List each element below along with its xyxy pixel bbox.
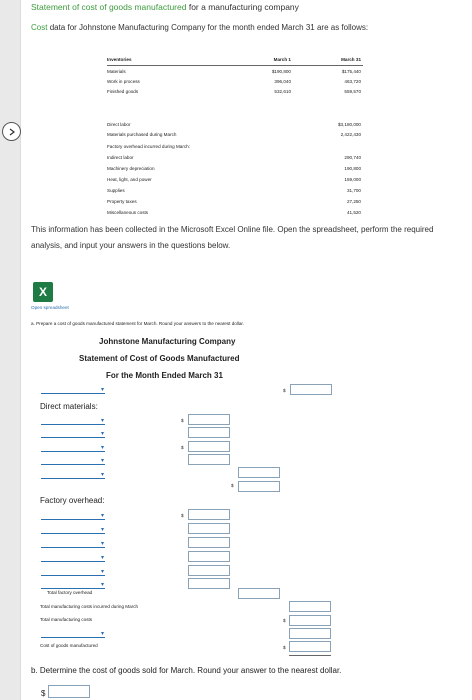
cost-row-label: Property taxes — [107, 199, 137, 204]
inv-row-march31: 559,570 — [344, 89, 361, 94]
dollar-sign: $ — [181, 513, 184, 518]
dm-dropdown-3[interactable] — [41, 443, 105, 452]
dm-dropdown-2[interactable] — [41, 429, 105, 438]
dm-subtotal-input[interactable] — [238, 481, 280, 492]
expand-arrow-icon[interactable] — [2, 122, 21, 141]
cost-goods-manufactured-label: Cost of goods manufactured — [40, 643, 98, 648]
dm-dropdown-1[interactable] — [41, 416, 105, 425]
inv-row-label: Finished goods — [107, 89, 139, 94]
statement-company: Johnstone Manufacturing Company — [99, 337, 236, 346]
less-wip-dropdown[interactable] — [41, 629, 105, 638]
total-mfg-costs-input[interactable] — [289, 615, 331, 626]
cost-row-value: 31,700 — [346, 188, 361, 193]
cost-row-label: Direct labor — [107, 122, 131, 127]
title-link[interactable]: Statement of cost of goods manufactured — [31, 2, 187, 12]
title-rest: for a manufacturing company — [188, 2, 299, 12]
cost-row-value: 190,800 — [344, 166, 361, 171]
fo-input-3[interactable] — [188, 537, 230, 548]
inv-row-march1: 396,040 — [274, 79, 291, 84]
cost-row-label: Supplies — [107, 188, 125, 193]
cost-row-value: 2,422,430 — [340, 132, 361, 137]
cost-goods-manufactured-input[interactable] — [289, 641, 331, 652]
cost-row-value: $3,180,000 — [338, 122, 361, 127]
fo-dropdown-5[interactable] — [41, 567, 105, 576]
fo-dropdown-3[interactable] — [41, 539, 105, 548]
question-a: a. Prepare a cost of goods manufactured statement for March. Round your answers to the nearest dollar. — [31, 321, 244, 326]
dm-input-2[interactable] — [188, 427, 230, 438]
fo-input-4[interactable] — [188, 551, 230, 562]
statement-period: For the Month Ended March 31 — [106, 371, 223, 380]
inv-row-march1: 532,610 — [274, 89, 291, 94]
total-mfg-costs-incurred-input[interactable] — [289, 601, 331, 612]
dollar-sign: $ — [181, 445, 184, 450]
dm-input-3[interactable] — [188, 441, 230, 452]
info-paragraph: This information has been collected in the Microsoft Excel Online file. Open the spreadsheet, perform the required analysis, and input your answers in the questions below. — [31, 225, 434, 250]
fo-dropdown-6[interactable] — [41, 580, 105, 589]
cost-row-label: Materials purchased during March — [107, 132, 177, 137]
direct-materials-label: Direct materials: — [40, 402, 98, 411]
inv-row-march1: $190,800 — [271, 69, 291, 74]
dm-input-1[interactable] — [188, 414, 230, 425]
dollar-sign: $ — [41, 689, 46, 698]
double-underline — [289, 655, 331, 656]
inv-row-label: Materials — [107, 69, 126, 74]
inv-header-march31: March 31 — [341, 57, 361, 62]
dollar-sign: $ — [231, 483, 234, 488]
inv-row-march31: $175,440 — [341, 69, 361, 74]
cost-row-value: 27,250 — [346, 199, 361, 204]
cost-row-label: Factory overhead incurred during March: — [107, 144, 190, 149]
cost-row-label: Machinery depreciation — [107, 166, 155, 171]
total-factory-overhead-label: Total factory overhead — [47, 590, 93, 595]
fo-input-6[interactable] — [188, 578, 230, 589]
content-page — [20, 0, 472, 700]
dollar-sign: $ — [283, 388, 286, 393]
dm-dropdown-4[interactable] — [41, 456, 105, 465]
total-mfg-costs-label: Total manufacturing costs — [40, 617, 93, 622]
dollar-sign: $ — [283, 645, 286, 650]
inv-header-label: Inventories — [107, 57, 132, 62]
intro-body: data for Johnstone Manufacturing Company for the month ended March 31 are as follows: — [49, 23, 369, 32]
fo-input-1[interactable] — [188, 509, 230, 520]
question-b: b. Determine the cost of goods sold for March. Round your answer to the nearest dollar. — [31, 666, 342, 675]
intro-cost-link[interactable]: Cost — [31, 23, 48, 32]
total-mfg-costs-incurred-label: Total manufacturing costs incurred during March — [40, 604, 139, 609]
total-factory-overhead-input[interactable] — [238, 588, 280, 599]
cost-row-label: Heat, light, and power — [107, 177, 152, 182]
factory-overhead-label: Factory overhead: — [40, 496, 105, 505]
fo-dropdown-2[interactable] — [41, 525, 105, 534]
cost-row-value: 41,520 — [346, 210, 361, 215]
dm-total-dropdown[interactable] — [41, 470, 105, 479]
statement-first-line-dropdown[interactable] — [41, 385, 105, 394]
cost-of-goods-sold-input[interactable] — [48, 685, 90, 698]
inv-row-march31: 463,720 — [344, 79, 361, 84]
statement-first-line-input[interactable] — [290, 384, 332, 395]
fo-dropdown-1[interactable] — [41, 511, 105, 520]
cost-row-value: 159,000 — [344, 177, 361, 182]
excel-icon[interactable]: X — [33, 282, 53, 302]
chevron-right-icon — [8, 128, 16, 136]
cost-row-label: Indirect labor — [107, 155, 134, 160]
intro-text — [31, 20, 451, 35]
dollar-sign: $ — [283, 618, 286, 623]
fo-dropdown-4[interactable] — [41, 553, 105, 562]
statement-title: Statement of Cost of Goods Manufactured — [79, 354, 240, 363]
page-title — [31, 2, 299, 12]
open-spreadsheet-link[interactable]: Open spreadsheet — [31, 305, 69, 310]
cost-row-value: 290,740 — [344, 155, 361, 160]
dm-total-input[interactable] — [238, 467, 280, 478]
inv-header-march1: March 1 — [273, 57, 291, 62]
fo-input-2[interactable] — [188, 523, 230, 534]
fo-input-5[interactable] — [188, 565, 230, 576]
inv-header-rule — [107, 65, 363, 66]
less-wip-input[interactable] — [289, 628, 331, 639]
inv-row-label: Work in process — [107, 79, 140, 84]
dm-input-4[interactable] — [188, 454, 230, 465]
cost-row-label: Miscellaneous costs — [107, 210, 149, 215]
dollar-sign: $ — [181, 418, 184, 423]
